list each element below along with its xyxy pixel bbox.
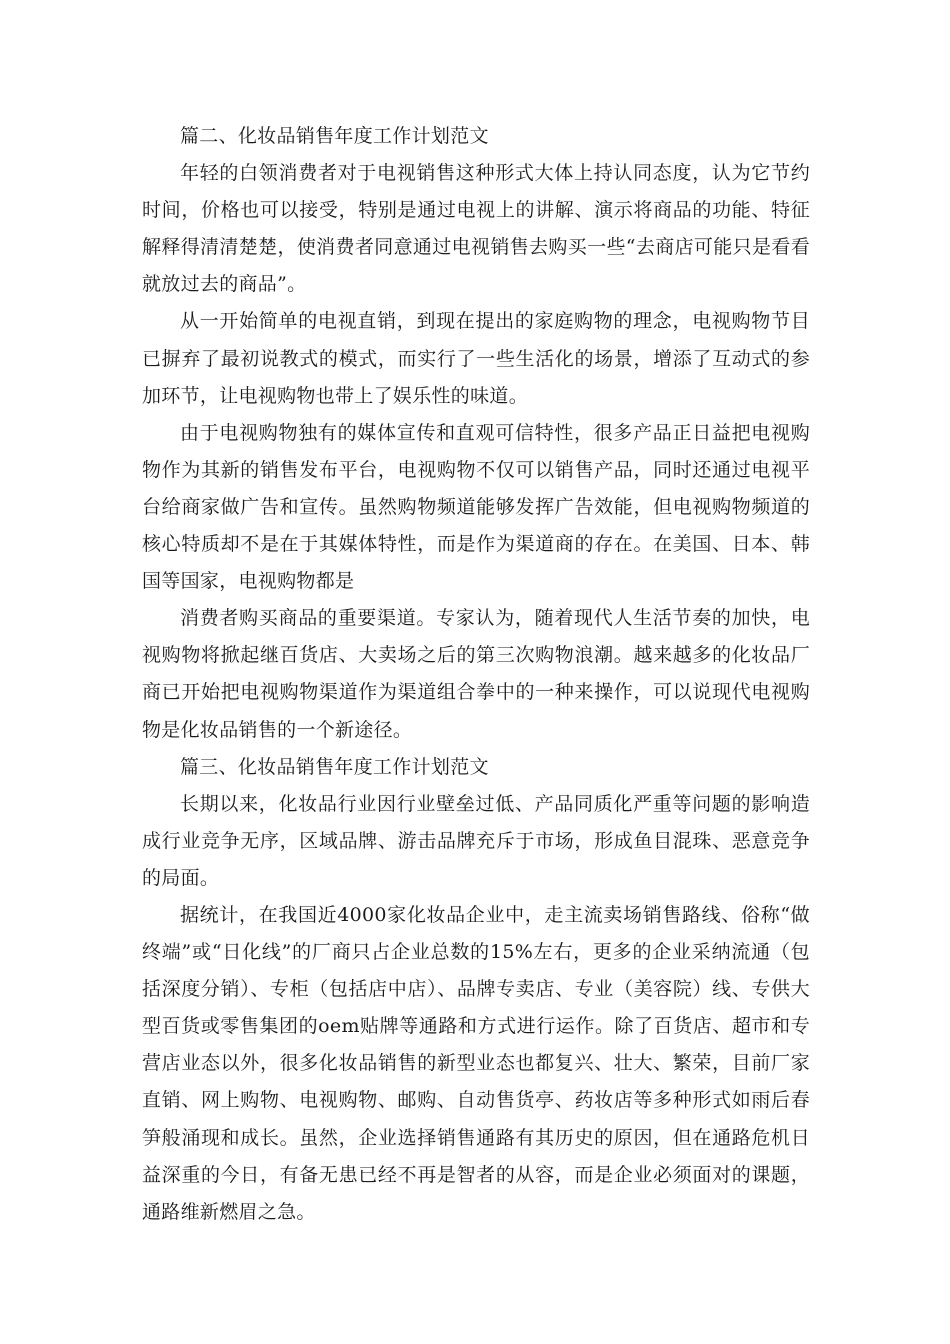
paragraph: 从一开始简单的电视直销，到现在提出的家庭购物的理念，电视购物节目已摒弃了最初说教式的模式，而实行了一些生活化的场景，增添了互动式的参加环节，让电视购物也带上了娱乐性的味道。 <box>142 310 810 407</box>
paragraph: 年轻的白领消费者对于电视销售这种形式大体上持认同态度，认为它节约时间，价格也可以接受，特别是通过电视上的讲解、演示将商品的功能、特征解释得清清楚楚，使消费者同意通过电视销售去购买一些“去商店可能只是看看就放过去的商品”。 <box>142 162 810 296</box>
section-heading-3: 篇三、化妆品销售年度工作计划范文 <box>180 755 489 778</box>
paragraph: 据统计，在我国近4000家化妆品企业中，走主流卖场销售路线、俗称“做终端”或“日化线”的厂商只占企业总数的15%左右，更多的企业采纳流通（包括深度分销）、专柜（包括店中店）、品牌专卖店、专业（美容院）线、专供大型百货或零售集团的oem贴牌等通路和方式进行运作。除了百货店、超市和专营店业态以外，很多化妆品销售的新型业态也都复兴、壮大、繁荣，目前厂家直销、网上购物、电视购物、邮购、自动售货亭、药妆店等多种形式如雨后春笋般涌现和成长。虽然，企业选择销售通路有其历史的原因，但在通路危机日益深重的今日，有备无患已经不再是智者的从容，而是企业必须面对的课题，通路维新燃眉之急。 <box>142 903 810 1223</box>
paragraph: 消费者购买商品的重要渠道。专家认为，随着现代人生活节奏的加快，电视购物将掀起继百货店、大卖场之后的第三次购物浪潮。越来越多的化妆品厂商已开始把电视购物渠道作为渠道组合拳中的一种来操作，可以说现代电视购物是化妆品销售的一个新途径。 <box>142 607 810 741</box>
section-heading-2: 篇二、化妆品销售年度工作计划范文 <box>180 125 489 147</box>
paragraph: 由于电视购物独有的媒体宣传和直观可信特性，很多产品正日益把电视购物作为其新的销售发布平台，电视购物不仅可以销售产品，同时还通过电视平台给商家做广告和宣传。虽然购物频道能够发挥广告效能，但电视购物频道的核心特质却不是在于其媒体特性，而是作为渠道商的存在。在美国、日本、韩国等国家，电视购物都是 <box>142 421 810 593</box>
document-body <box>142 118 810 1231</box>
paragraph: 长期以来，化妆品行业因行业壁垒过低、产品同质化严重等问题的影响造成行业竞争无序，区域品牌、游击品牌充斥于市场，形成鱼目混珠、恶意竞争的局面。 <box>142 792 810 889</box>
